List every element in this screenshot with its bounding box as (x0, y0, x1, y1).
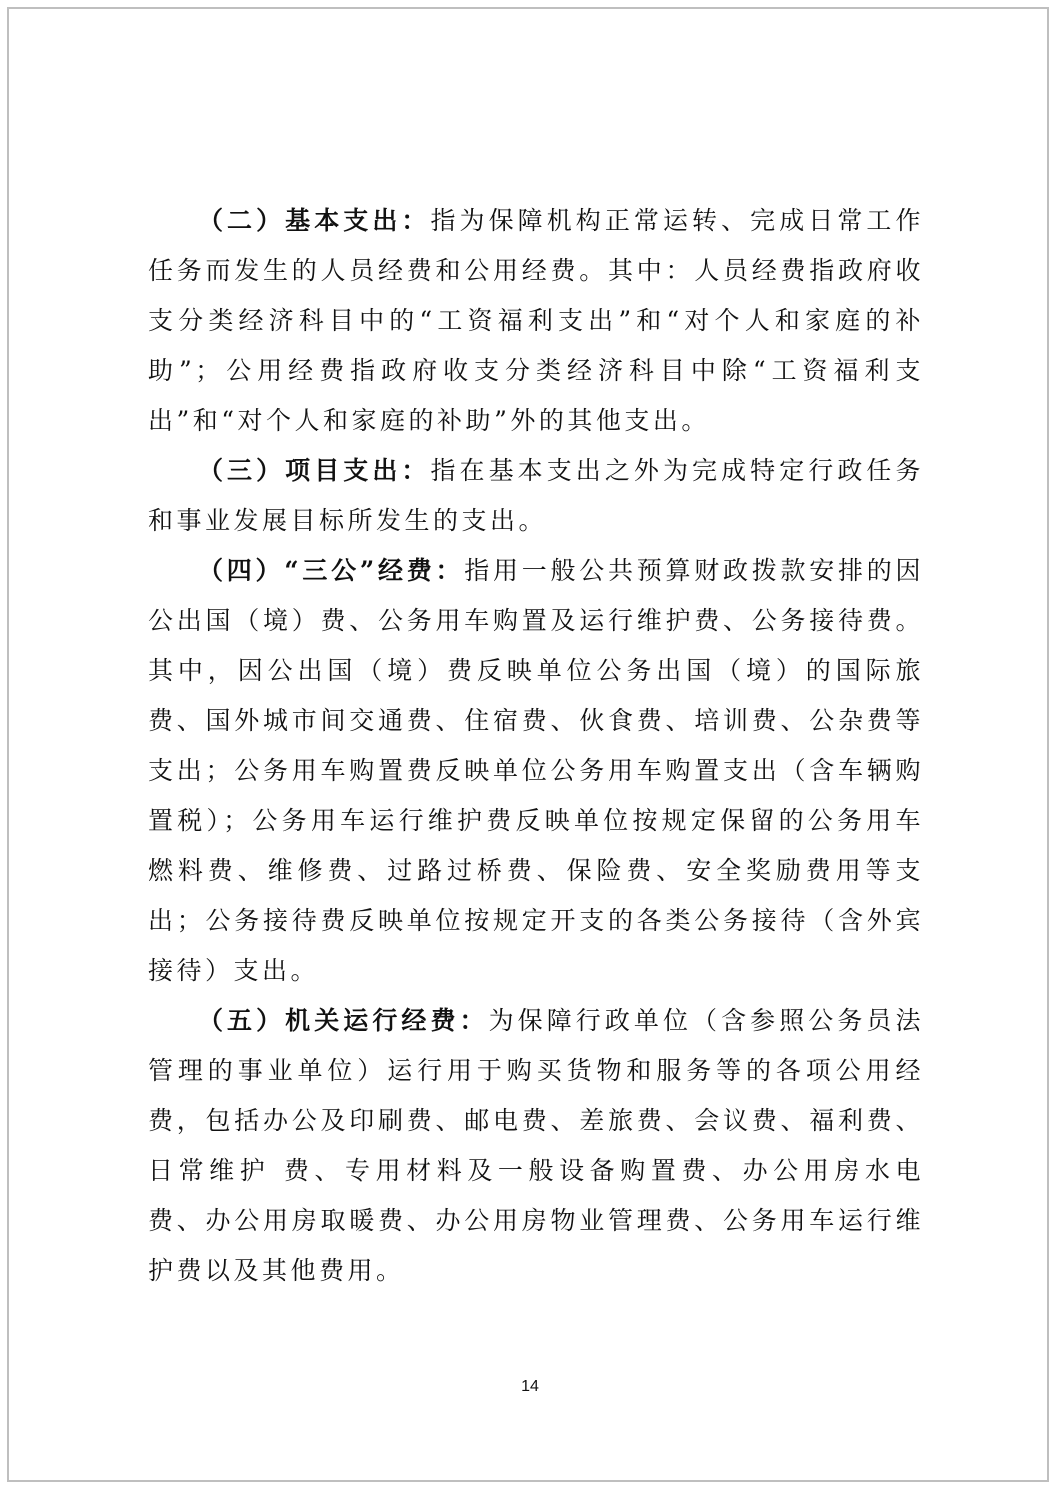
paragraph-three-public-expenses (148, 546, 924, 996)
paragraph-term: （三）项目支出： (198, 456, 431, 485)
paragraph-body: 指用一般公共预算财政拨款安排的因公出国（境）费、公务用车购置及运行维护费、公务接待费。其中，因公出国（境）费反映单位公务出国（境）的国际旅费、国外城市间交通费、住宿费、伙食费、培训费、公杂费等支出；公务用车购置费反映单位公务用车购置支出（含车辆购置税）；公务用车运行维护费反映单位按规定保留的公务用车燃料费、维修费、过路过桥费、保险费、安全奖励费用等支出；公务接待费反映单位按规定开支的各类公务接待（含外宾接待）支出。 (148, 556, 924, 985)
page-number: 14 (521, 1378, 539, 1395)
paragraph-body: 为保障行政单位（含参照公务员法管理的事业单位）运行用于购买货物和服务等的各项公用经费，包括办公及印刷费、邮电费、差旅费、会议费、福利费、日常维护 费、专用材料及一般设备购置费、办公用房水电费、办公用房取暖费、办公用房物业管理费、公务用车运行维护费以及其他费用。 (148, 1006, 924, 1285)
paragraph-body: 指在基本支出之外为完成特定行政任务和事业发展目标所发生的支出。 (148, 456, 924, 535)
paragraph-term: （四）“三公”经费： (198, 556, 465, 585)
paragraph-term: （二）基本支出： (198, 206, 431, 235)
paragraph-operating-expenses (148, 996, 924, 1296)
paragraph-project-expenditure (148, 446, 924, 546)
paragraph-body: 指为保障机构正常运转、完成日常工作任务而发生的人员经费和公用经费。其中：人员经费指政府收支分类经济科目中的“工资福利支出”和“对个人和家庭的补助”；公用经费指政府收支分类经济科目中除“工资福利支出”和“对个人和家庭的补助”外的其他支出。 (148, 206, 924, 435)
paragraph-basic-expenditure (148, 196, 924, 446)
document-body (148, 196, 924, 1296)
paragraph-term: （五）机关运行经费： (198, 1006, 489, 1035)
